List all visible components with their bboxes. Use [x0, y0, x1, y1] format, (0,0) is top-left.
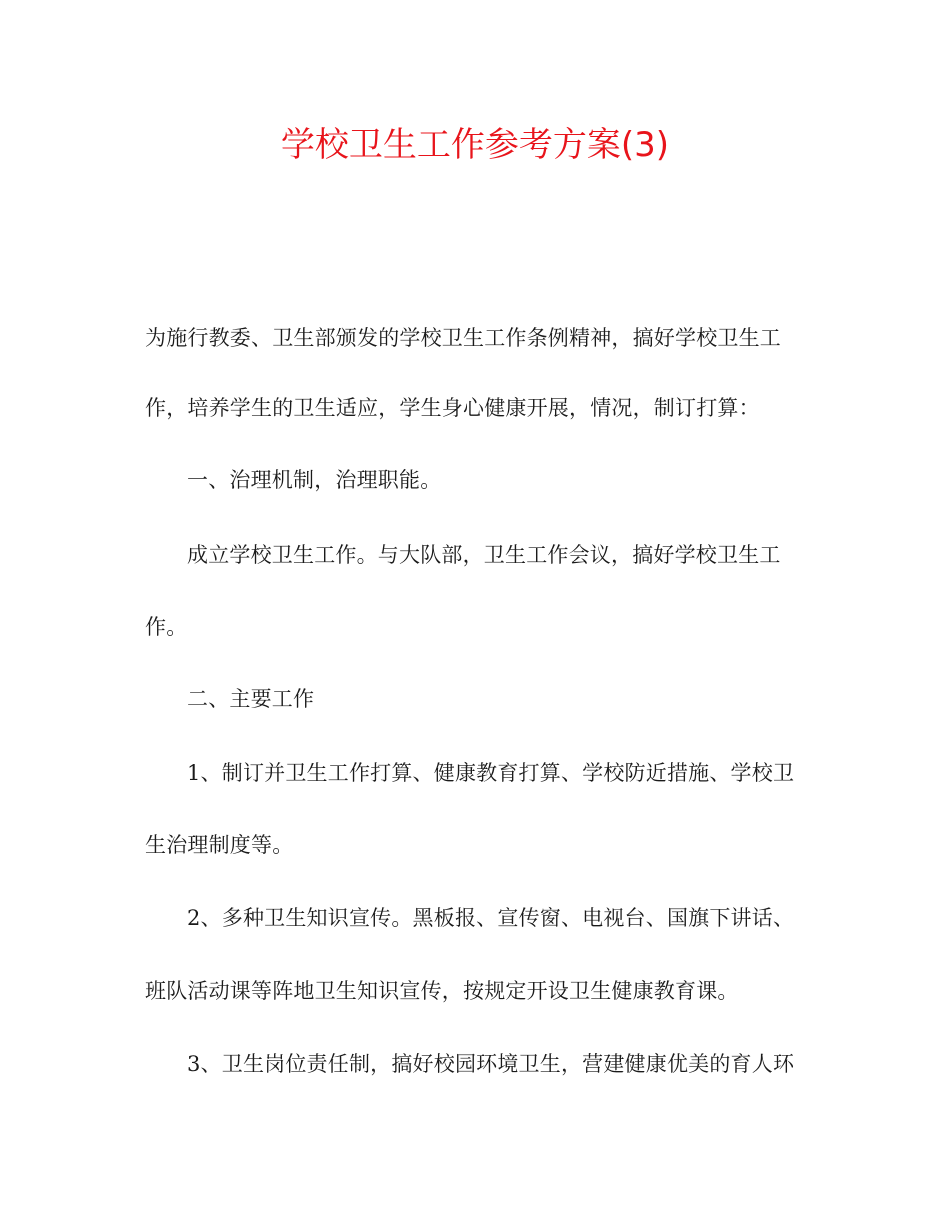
section-heading: 一、治理机制，治理职能。 [187, 468, 442, 492]
section-heading: 二、主要工作 [187, 687, 315, 711]
paragraph-line: 作。 [145, 615, 188, 639]
paragraph-line: 作，培养学生的卫生适应，学生身心健康开展，情况，制订打算： [145, 396, 760, 420]
list-item-line: 3、卫生岗位责任制，搞好校园环境卫生，营建健康优美的育人环 [187, 1052, 795, 1076]
list-item-line: 2、多种卫生知识宣传。黑板报、宣传窗、电视台、国旗下讲话、 [187, 906, 795, 930]
document-title: 学校卫生工作参考方案(3) [280, 125, 670, 165]
list-item-line: 1、制订并卫生工作打算、健康教育打算、学校防近措施、学校卫 [187, 761, 795, 785]
paragraph-line: 为施行教委、卫生部颁发的学校卫生工作条例精神，搞好学校卫生工 [145, 326, 781, 350]
paragraph-line: 成立学校卫生工作。与大队部，卫生工作会议，搞好学校卫生工 [187, 543, 781, 567]
list-item-line: 生治理制度等。 [145, 833, 294, 857]
list-item-line: 班队活动课等阵地卫生知识宣传，按规定开设卫生健康教育课。 [145, 979, 739, 1003]
